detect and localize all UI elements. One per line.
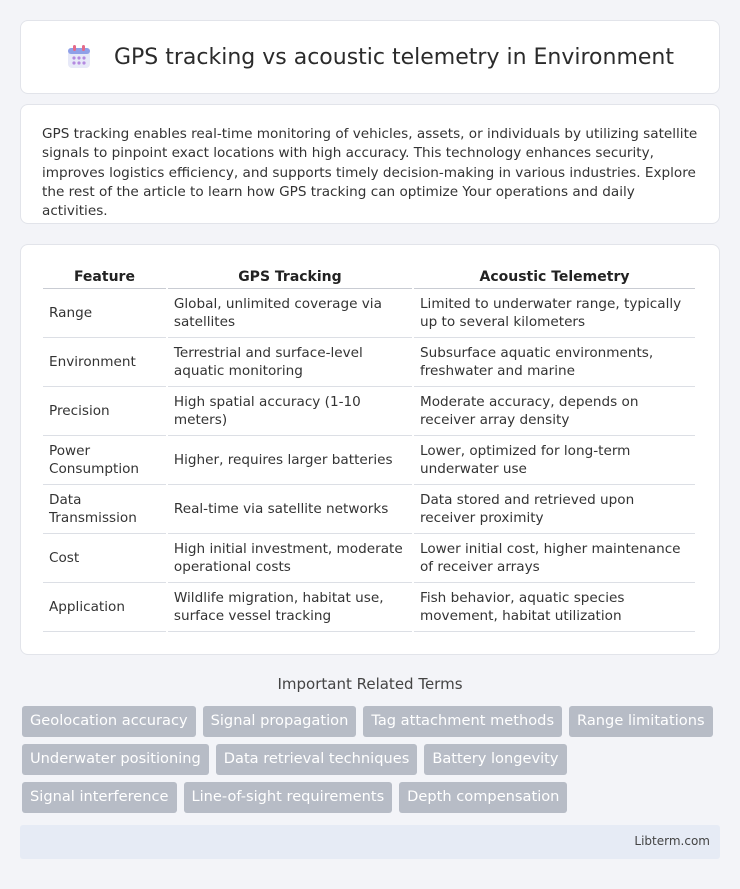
footer-site-link[interactable]: Libterm.com: [634, 834, 710, 848]
table-row: [43, 534, 695, 583]
related-term-tag[interactable]: Range limitations: [569, 706, 713, 737]
feature-cell: Application: [43, 583, 166, 632]
related-terms-list: [22, 706, 722, 820]
acoustic-cell: Limited to underwater range, typically up to several kilometers: [414, 289, 695, 338]
intro-text: GPS tracking enables real-time monitoring of vehicles, assets, or individuals by utilizing satellite signals to pinpoint exact locations with high accuracy. This technology enhances security, improves logistics efficiency, and supports timely decision-making in various industries. Explore the rest of the article to learn how GPS tracking can optimize Your operations and daily activities.: [42, 126, 698, 220]
feature-cell: Power Consumption: [43, 436, 166, 485]
gps-cell: Global, unlimited coverage via satellites: [168, 289, 412, 338]
acoustic-cell: Data stored and retrieved upon receiver proximity: [414, 485, 695, 534]
gps-cell: Wildlife migration, habitat use, surface vessel tracking: [168, 583, 412, 632]
header-acoustic: Acoustic Telemetry: [414, 265, 695, 289]
related-term-tag[interactable]: Signal propagation: [203, 706, 357, 737]
related-term-tag[interactable]: Underwater positioning: [22, 744, 209, 775]
related-terms-heading: Important Related Terms: [277, 675, 463, 693]
feature-cell: Data Transmission: [43, 485, 166, 534]
footer: [20, 825, 720, 859]
related-term-tag[interactable]: Line-of-sight requirements: [184, 782, 393, 813]
acoustic-cell: Fish behavior, aquatic species movement, habitat utilization: [414, 583, 695, 632]
feature-cell: Environment: [43, 338, 166, 387]
acoustic-cell: Lower, optimized for long-term underwater use: [414, 436, 695, 485]
gps-cell: Terrestrial and surface-level aquatic monitoring: [168, 338, 412, 387]
acoustic-cell: Moderate accuracy, depends on receiver array density: [414, 387, 695, 436]
feature-cell: Range: [43, 289, 166, 338]
gps-cell: Higher, requires larger batteries: [168, 436, 412, 485]
feature-cell: Precision: [43, 387, 166, 436]
gps-cell: Real-time via satellite networks: [168, 485, 412, 534]
header-gps: GPS Tracking: [168, 265, 412, 289]
related-term-tag[interactable]: Depth compensation: [399, 782, 567, 813]
table-row: [43, 387, 695, 436]
related-term-tag[interactable]: Geolocation accuracy: [22, 706, 196, 737]
table-row: [43, 485, 695, 534]
title-card: [20, 20, 720, 94]
gps-cell: High spatial accuracy (1-10 meters): [168, 387, 412, 436]
table-row: [43, 338, 695, 387]
intro-card: [20, 104, 720, 224]
page-title: GPS tracking vs acoustic telemetry in Environment: [113, 44, 674, 70]
acoustic-cell: Subsurface aquatic environments, freshwater and marine: [414, 338, 695, 387]
comparison-card: [20, 244, 720, 655]
table-header-row: [43, 265, 695, 289]
related-term-tag[interactable]: Tag attachment methods: [363, 706, 562, 737]
acoustic-cell: Lower initial cost, higher maintenance of receiver arrays: [414, 534, 695, 583]
table-row: [43, 289, 695, 338]
table-row: [43, 436, 695, 485]
related-term-tag[interactable]: Signal interference: [22, 782, 177, 813]
comparison-table: [41, 265, 697, 632]
header-feature: Feature: [43, 265, 166, 289]
related-term-tag[interactable]: Battery longevity: [424, 744, 566, 775]
table-row: [43, 583, 695, 632]
gps-cell: High initial investment, moderate operational costs: [168, 534, 412, 583]
related-term-tag[interactable]: Data retrieval techniques: [216, 744, 418, 775]
calendar-icon: [66, 44, 92, 70]
feature-cell: Cost: [43, 534, 166, 583]
